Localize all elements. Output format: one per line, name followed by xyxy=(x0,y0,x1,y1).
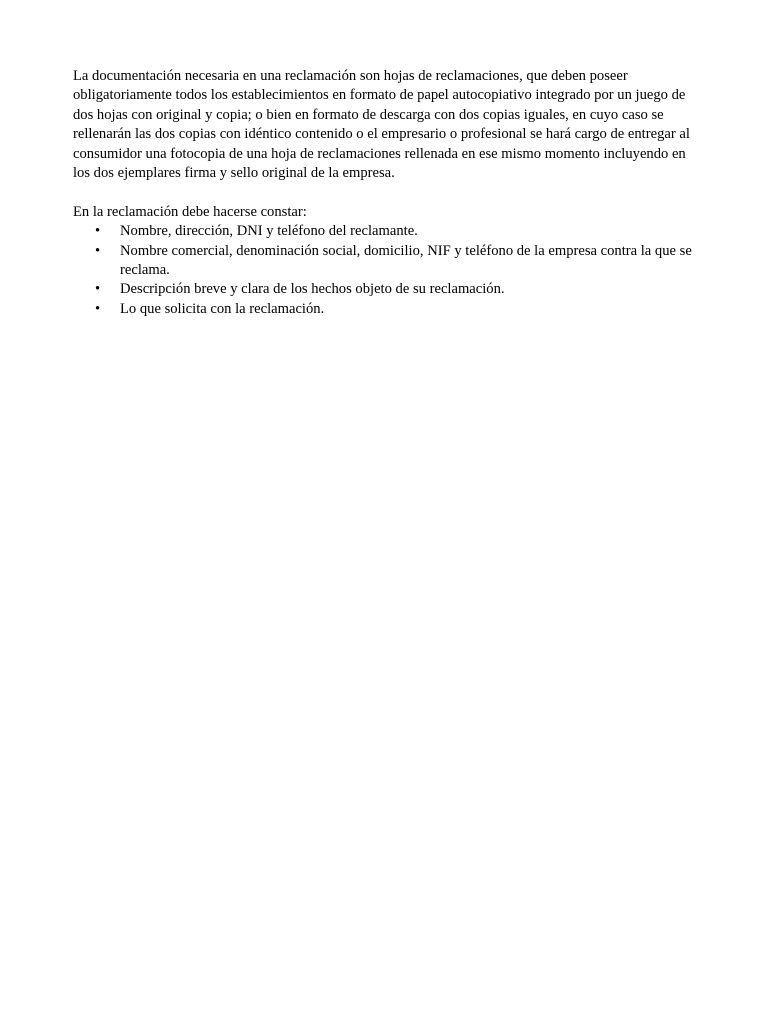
bullet-icon: • xyxy=(95,281,101,298)
document-body xyxy=(73,67,693,319)
requirements-list xyxy=(73,222,693,319)
paragraph-spacer xyxy=(73,183,693,202)
list-intro-paragraph: En la reclamación debe hacerse constar: xyxy=(73,203,307,220)
list-item-text: Descripción breve y clara de los hechos objeto de su reclamación. xyxy=(120,281,505,298)
list-item xyxy=(73,280,693,299)
bullet-icon: • xyxy=(95,242,101,259)
list-item xyxy=(73,300,693,319)
list-item-text: Nombre, dirección, DNI y teléfono del reclamante. xyxy=(120,223,418,240)
list-item-text: Nombre comercial, denominación social, domicilio, NIF y teléfono de la empresa contra la que se reclama. xyxy=(120,242,692,279)
list-item-text: Lo que solicita con la reclamación. xyxy=(120,300,325,317)
bullet-icon: • xyxy=(95,300,101,317)
list-item xyxy=(73,222,693,241)
bullet-icon: • xyxy=(95,223,101,240)
intro-paragraph: La documentación necesaria en una reclamación son hojas de reclamaciones, que deben poseer obligatoriamente todos los establecimientos en formato de papel autocopiativo integrado por un juego de dos hojas con original y copia; o bien en formato de descarga con dos copias iguales, en cuyo caso se rellenarán las dos copias con idéntico contenido o el empresario o profesional se hará cargo de entregar al consumidor una fotocopia de una hoja de reclamaciones rellenada en ese mismo momento incluyendo en los dos ejemplares firma y sello original de la empresa. xyxy=(73,68,690,182)
list-item xyxy=(73,242,693,281)
